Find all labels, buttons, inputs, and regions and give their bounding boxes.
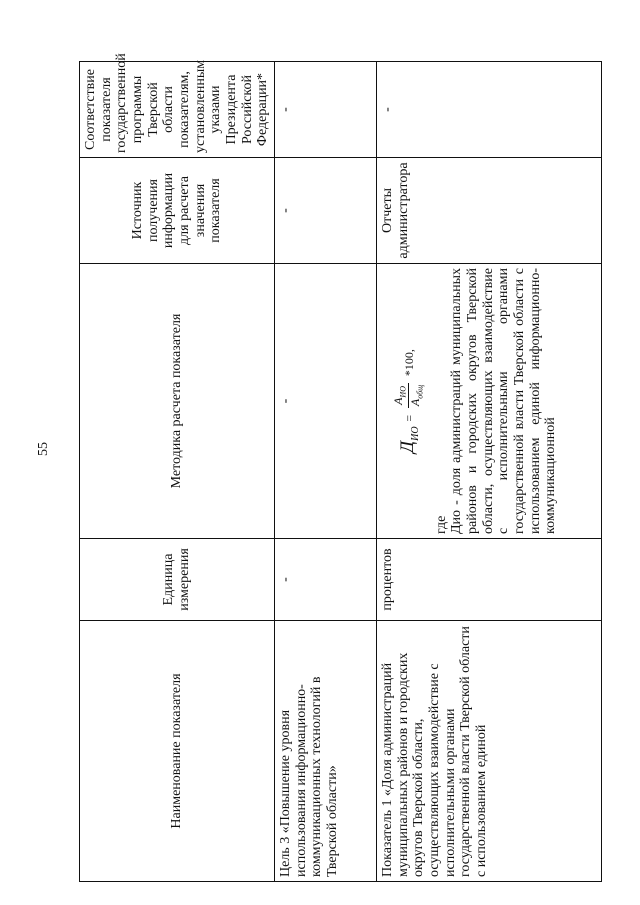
goal-source: - bbox=[275, 158, 377, 264]
header-name: Наименование показателя bbox=[80, 621, 275, 882]
goal-method: - bbox=[275, 264, 377, 539]
numerator-symbol: А bbox=[391, 397, 406, 405]
numerator-sub: ИО bbox=[398, 386, 408, 398]
indicator-row bbox=[377, 62, 602, 882]
goal-unit: - bbox=[275, 539, 377, 621]
method-text: Дио - доля администраций муниципальных районов и городских округов Тверской области, осуществляющих взаимодействие с исполнительными органами государственной власти Тверской области с использованием единой информационно-коммуникационной bbox=[449, 268, 559, 534]
indicator-method bbox=[377, 264, 602, 539]
header-row bbox=[80, 62, 275, 882]
denominator-symbol: А bbox=[408, 398, 423, 407]
indicator-compliance: - bbox=[377, 62, 602, 158]
header-source: Источник получения информации для расчета значения показателя bbox=[80, 158, 275, 264]
formula-numerator bbox=[392, 383, 409, 408]
rotated-table-wrapper bbox=[79, 53, 602, 882]
formula bbox=[380, 268, 434, 534]
formula-lhs-sub: ИО bbox=[410, 426, 422, 441]
goal-name: Цель 3 «Повышение уровня использования информационно-коммуникационных технологий в Тверской области» bbox=[275, 621, 377, 882]
indicator-name: Показатель 1 «Доля администраций муниципальных районов и городских округов Тверской области, осуществляющих взаимодействие с исполнительными органами государственной власти Тверской области с использованием единой bbox=[377, 621, 602, 882]
formula-fraction bbox=[392, 383, 426, 408]
header-compliance: Соответствие показателя государственной программы Тверской области показателям, установленным указами Президента Российской Федерации* bbox=[80, 62, 275, 158]
formula-equals: = bbox=[402, 414, 417, 422]
indicator-source: Отчеты администратора bbox=[377, 158, 602, 264]
indicator-unit: процентов bbox=[377, 539, 602, 621]
header-unit: Единица измерения bbox=[80, 539, 275, 621]
header-method: Методика расчета показателя bbox=[80, 264, 275, 539]
formula-lhs: Д bbox=[397, 440, 419, 453]
page-number: 55 bbox=[36, 442, 51, 456]
indicators-table bbox=[79, 53, 602, 882]
denominator-sub: общ bbox=[415, 384, 425, 399]
formula-tail: *100, bbox=[402, 349, 417, 377]
goal-row bbox=[275, 62, 377, 882]
formula-denominator bbox=[409, 383, 425, 408]
goal-compliance: - bbox=[275, 62, 377, 158]
method-where: где bbox=[433, 515, 449, 534]
